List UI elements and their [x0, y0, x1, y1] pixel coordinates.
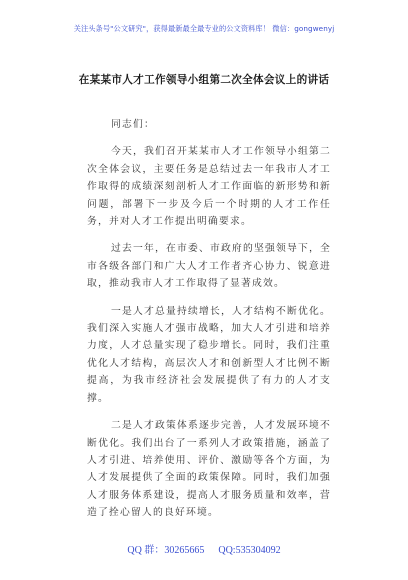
- document-body: [87, 116, 331, 532]
- qq-group-number: QQ 群：30265665: [127, 545, 205, 556]
- paragraph: 一是人才总量持续增长，人才结构不断优化。我们深入实施人才强市战略，加大人才引进和培养力度，人才总量实现了稳步增长。同时，我们注重优化人才结构，高层次人才和创新型人才比例不断提高，为我市经济社会发展提供了有力的人才支撑。: [87, 305, 331, 404]
- footer-contact: [0, 541, 408, 556]
- paragraph: 过去一年，在市委、市政府的坚强领导下，全市各级各部门和广大人才工作者齐心协力、锐意进取，推动我市人才工作取得了显著成效。: [87, 243, 331, 290]
- header-banner: 关注头条号"公文研究"，获得最新最全最专业的公文资料库！ 微信：gongwenyj: [73, 24, 335, 33]
- paragraph: 二是人才政策体系逐步完善，人才发展环境不断优化。我们出台了一系列人才政策措施，涵盖了人才引进、培养使用、评价、激励等各个方面，为人才发展提供了全面的政策保障。同时，我们加强人才服务体系建设，提高人才服务质量和效率，营造了拴心留人的良好环境。: [87, 420, 331, 519]
- paragraph: 今天，我们召开某某市人才工作领导小组第二次全体会议，主要任务是总结过去一年我市人才工作取得的成绩深刻剖析人才工作面临的新形势和新问题，部署下一步及今后一个时期的人才工作任务，并对人才工作提出明确要求。: [87, 146, 331, 228]
- qq-number: QQ:535304092: [218, 545, 281, 556]
- greeting: 同志们：: [111, 119, 155, 130]
- document-title: 在某某市人才工作领导小组第二次全体会议上的讲话: [78, 74, 330, 86]
